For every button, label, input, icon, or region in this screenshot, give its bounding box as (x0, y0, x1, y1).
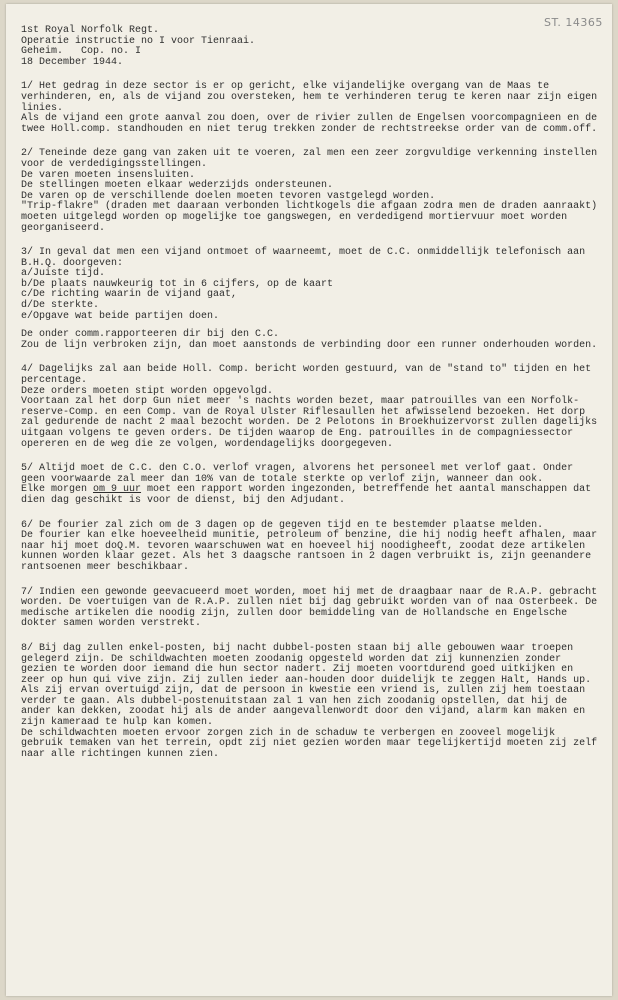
paragraph-1 (21, 82, 601, 135)
paragraph-3-item-c: c/De richting waarin de vijand gaat, (21, 289, 238, 301)
paragraph-3-item-a: a/Juiste tijd. (21, 268, 106, 280)
paragraph-2 (21, 149, 601, 234)
paragraph-5-text-after: moet een rapport worden ingezonden, betreffende het aantal manschappen dat dien dag geschikt is voor de dienst, bij den Adjudant. (21, 484, 592, 506)
paragraph-1-line-2: Als de vijand een grote aanval zou doen, over de rivier zullen de Engelsen voorcompagnieen en de twee Holl.comp. standhouden en niet terug trekken zonder de rechtstreekse order van de comm.off. (21, 113, 598, 135)
paragraph-3-line-7: De onder comm.rapporteeren dir bij den C.C. (21, 329, 280, 341)
document-page (6, 4, 612, 996)
paragraph-4-line-1: 4/ Dagelijks zal aan beide Holl. Comp. bericht worden gestuurd, van de "stand to" tijden en het percentage. (21, 364, 592, 387)
paragraph-3-item-d: d/De sterkte. (21, 300, 100, 312)
document-title: Operatie instructie no I voor Tienraai. (21, 35, 256, 47)
archive-reference-stamp: ST. 14365 (544, 16, 603, 29)
paragraph-5-text-before: Elke morgen (21, 484, 94, 496)
paragraph-2-line-5: "Trip-flakre" (draden met daaraan verbonden lichtkogels die afgaan zodra men de draden aanraakt) moeten uitgelegd worden op mogelijke toe gangswegen, en verdedigend mortiervuur moet worden georganiseerd. (21, 201, 598, 234)
paragraph-4-line-2: Deze orders moeten stipt worden opgevolgd. (21, 385, 274, 397)
paragraph-6-line-1: 6/ De fourier zal zich om de 3 dagen op de gegeven tijd en te bestemder plaatse melden. (21, 519, 544, 531)
paragraph-6-line-2: De fourier kan elke hoeveelheid munitie, petroleum of benzine, die hij nodig heeft afhalen, maar naar hij moet doQ.M. tevoren waarschuwen wat en hoeveel hij noodigheeft, zoodat deze artikelen kunnen worden klaar gezet. Als het 3 daagsche rantsoen in 2 dagen verbruikt is, zijn geenandere rantsoenen meer beschikbaar. (21, 530, 598, 573)
paragraph-7-line-1: 7/ Indien een gewonde geevacueerd moet worden, moet hij met de draagbaar naar de R.A.P. gebracht worden. De voertuigen van de R.A.P. zullen niet bij dag gebruikt worden van of naa Osterbeek. De medische artikelen die noodig zijn, zullen door bemiddeling van de Hollandsche en Engelsche dokter samen worden verstrekt. (21, 586, 598, 630)
underlined-time: om 9 uur (93, 484, 142, 496)
paragraph-1-line-1: 1/ Het gedrag in deze sector is er op gericht, elke vijandelijke overgang van de Maas te verhinderen, en, als de vijand zou oversteken, hem te verhinderen terug te keren naar zijn eigen linies. (21, 81, 598, 114)
classification-label: Geheim. (21, 46, 64, 58)
copy-number: Cop. no. I (81, 46, 142, 58)
paragraph-3-line-1: 3/ In geval dat men een vijand ontmoet of waarneemt, moet de C.C. onmiddellijk telefonisch aan B.H.Q. doorgeven: (21, 247, 586, 269)
paragraph-6 (21, 521, 601, 574)
paragraph-8-line-1: 8/ Bij dag zullen enkel-posten, bij nacht dubbel-posten staan bij alle gebouwen waar troepen gelegerd zijn. De schildwachten moeten zoodanig opgesteld worden dat zij kunnenzien zonder gezien te worden door iemand die hun sector nadert. Zij moeten voortdurend goed uitkijken en zeer op hun qui vive zijn. Zij zullen ieder aan-houden door duidelijk te zeggen Halt, Hands up. (21, 642, 592, 686)
paragraph-2-line-3: De stellingen moeten elkaar wederzijds ondersteunen. (21, 180, 334, 192)
paragraph-8 (21, 644, 601, 761)
paragraph-8-line-3: De schildwachten moeten ervoor zorgen zich in de schaduw te verbergen en zooveel mogelijk gebruik temaken van het terrein, opdt zij niet gezien worden maar tegelijkertijd moeten zij zelf naar alle richtingen kunnen zien. (21, 727, 598, 760)
paragraph-5-line-2 (21, 485, 601, 506)
paragraph-2-line-2: De varen moeten insensluiten. (21, 169, 196, 181)
paragraph-3-line-8: Zou de lijn verbroken zijn, dan moet aanstonds de verbinding door een runner onderhouden worden. (21, 339, 598, 351)
paragraph-4 (21, 365, 601, 450)
paragraph-2-line-4: De varen op de verschillende doelen moeten tevoren vastgelegd worden. (21, 190, 436, 202)
document-date: 18 December 1944. (21, 56, 124, 68)
paragraph-4-line-3: Voortaan zal het dorp Gun niet meer 's nachts worden bezet, maar patrouilles van een Norfolk-reserve-Comp. en een Comp. van de Royal Ulster Riflesaullen het afwisselend bezoeken. Het dorp zal gedurende de nacht 2 maal bezocht worden. De 2 Pelotons in Broekhuizervorst zullen dagelijks uitgaan volgens te geven orders. De tijden waarop de Eng. patrouilles in de compagniessector opereren en de weg die ze volgen, wordendagelijks doorgegeven. (21, 396, 598, 450)
document-body (21, 26, 601, 760)
paragraph-5 (21, 464, 601, 506)
paragraph-3-item-b: b/De plaats nauwkeurig tot in 6 cijfers, op de kaart (21, 278, 334, 290)
paragraph-3 (21, 248, 601, 351)
unit-heading: 1st Royal Norfolk Regt. (21, 25, 160, 36)
paragraph-3-item-e: e/Opgave wat beide partijen doen. (21, 310, 220, 322)
paragraph-7 (21, 588, 601, 630)
paragraph-8-line-2: Als zij ervan overtuigd zijn, dat de persoon in kwestie een vriend is, zullen zij hem toestaan verder te gaan. Als dubbel-postenuitstaan zal 1 van hen zich zoodanig opstellen, dat hij de ander kan dekken, zoodat hij als de ander aangevallenwordt door den vijand, alarm kan maken en zijn kameraad te hulp kan komen. (21, 685, 586, 729)
paragraph-5-line-1: 5/ Altijd moet de C.C. den C.O. verlof vragen, alvorens het personeel met verlof gaat. Onder geen voorwaarde zal meer dan 10% van de totale sterkte op verlof zijn, wanneer dan ook. (21, 463, 574, 485)
paragraph-2-line-1: 2/ Teneinde deze gang van zaken uit te voeren, zal men een zeer zorgvuldige verkenning instellen voor de verdedigingsstellingen. (21, 148, 598, 170)
